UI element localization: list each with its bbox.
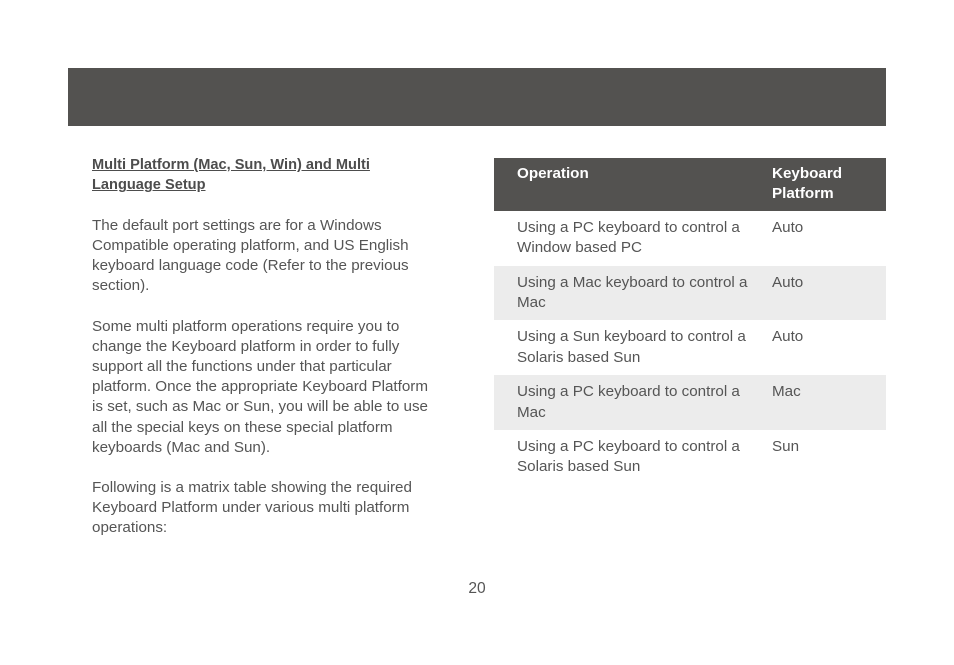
table-row bbox=[494, 211, 886, 266]
keyboard-platform-table bbox=[494, 158, 886, 485]
page-number: 20 bbox=[468, 580, 486, 597]
section-title-line-1: Multi Platform (Mac, Sun, Win) and Multi bbox=[92, 157, 370, 173]
cell-operation: Using a PC keyboard to control a Window based PC bbox=[517, 218, 740, 257]
table-row bbox=[494, 430, 886, 485]
header-bar bbox=[68, 68, 886, 126]
table-header-row bbox=[494, 158, 886, 211]
table-row bbox=[494, 320, 886, 375]
column-header-operation: Operation bbox=[494, 158, 772, 211]
cell-operation: Using a PC keyboard to control a Mac bbox=[494, 375, 772, 430]
section-title bbox=[92, 155, 442, 196]
paragraph-matrix-intro: Following is a matrix table showing the required Keyboard Platform under various multi platform operations: bbox=[92, 479, 412, 537]
section-title-line-2: Language Setup bbox=[92, 177, 206, 194]
cell-platform: Mac bbox=[772, 375, 886, 430]
cell-operation: Using a PC keyboard to control a Solaris based Sun bbox=[517, 438, 740, 476]
column-header-keyboard-platform: Keyboard Platform bbox=[772, 158, 886, 211]
cell-operation: Using a Mac keyboard to control a Mac bbox=[494, 266, 772, 321]
cell-platform: Auto bbox=[772, 328, 804, 346]
cell-platform: Auto bbox=[772, 218, 804, 236]
table-row bbox=[494, 266, 886, 321]
paragraph-multi-platform: Some multi platform operations require you to change the Keyboard platform in order to fully support all the functions under that particular platform. Once the appropriate Keyboard Platform is set, such as Mac or Sun, you will be able to use all the special keys on these special platform keyboards (Mac and Sun). bbox=[92, 317, 428, 456]
cell-platform: Sun bbox=[772, 438, 800, 456]
cell-operation: Using a Sun keyboard to control a Solaris based Sun bbox=[517, 328, 746, 366]
paragraph-default-settings: The default port settings are for a Windows Compatible operating platform, and US English keyboard language code (Refer to the previous section). bbox=[92, 216, 409, 295]
cell-platform: Auto bbox=[772, 266, 886, 321]
body-text-column bbox=[92, 155, 442, 539]
table-row bbox=[494, 375, 886, 430]
